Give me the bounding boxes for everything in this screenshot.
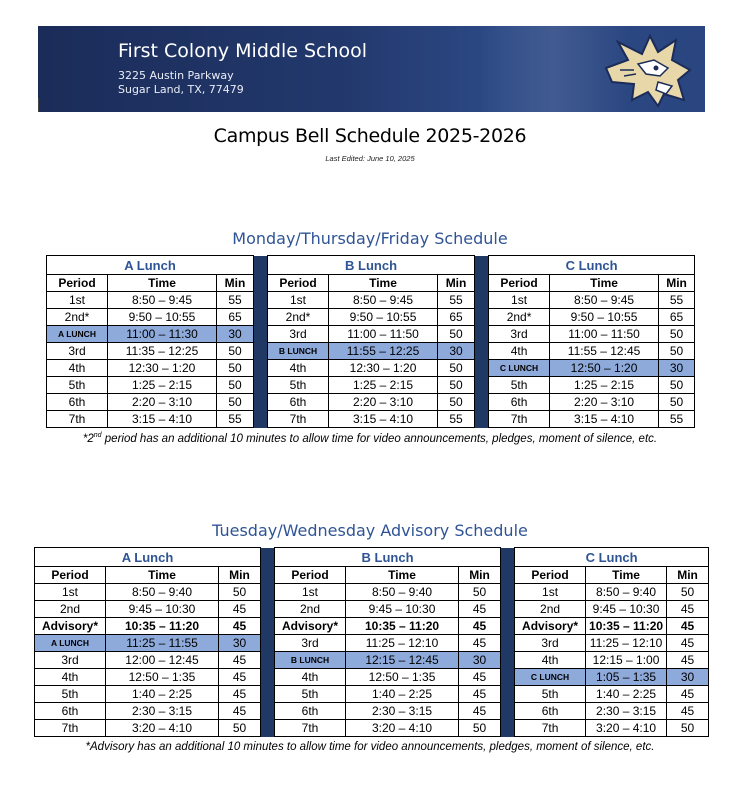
col-header-period: Period (515, 567, 586, 584)
table-row (47, 292, 695, 309)
cell-period: 4th (47, 360, 108, 377)
cell-min: 45 (667, 652, 709, 669)
table-row (35, 720, 709, 737)
lunch-group-title: C Lunch (515, 548, 709, 567)
cell-time: 8:50 – 9:45 (108, 292, 217, 309)
table-row (35, 584, 709, 601)
cell-min: 45 (459, 703, 501, 720)
cell-period: 5th (515, 686, 586, 703)
lunch-group-title: C Lunch (489, 256, 695, 275)
cell-min: 45 (219, 703, 261, 720)
last-edited-note: Last Edited: June 10, 2025 (325, 154, 415, 163)
cell-min: 45 (219, 601, 261, 618)
cell-period: 2nd (515, 601, 586, 618)
cell-time: 11:55 – 12:45 (550, 343, 659, 360)
cell-min: 55 (217, 292, 254, 309)
mtf-footnote-prefix: *2 (82, 432, 94, 445)
cell-min: 30 (219, 635, 261, 652)
cell-time: 11:55 – 12:25 (329, 343, 438, 360)
cell-time: 11:00 – 11:50 (550, 326, 659, 343)
cell-time: 1:40 – 2:25 (106, 686, 219, 703)
cell-time: 11:35 – 12:25 (108, 343, 217, 360)
mtf-schedule-table (46, 255, 695, 428)
bobcat-logo-icon (598, 30, 698, 108)
cell-time: 2:30 – 3:15 (346, 703, 459, 720)
table-row (47, 360, 695, 377)
group-separator (475, 256, 489, 428)
cell-min: 45 (219, 618, 261, 635)
cell-time: 8:50 – 9:45 (329, 292, 438, 309)
cell-min: 50 (459, 584, 501, 601)
cell-period: Advisory* (35, 618, 106, 635)
group-separator (261, 548, 275, 737)
cell-period: 6th (489, 394, 550, 411)
cell-min: 45 (219, 652, 261, 669)
cell-time: 11:25 – 12:10 (586, 635, 667, 652)
cell-period: 7th (35, 720, 106, 737)
cell-period: 3rd (489, 326, 550, 343)
cell-time: 3:15 – 4:10 (550, 411, 659, 428)
cell-period: 6th (275, 703, 346, 720)
cell-min: 50 (438, 394, 475, 411)
cell-min: 50 (217, 377, 254, 394)
cell-time: 2:20 – 3:10 (550, 394, 659, 411)
col-header-time: Time (346, 567, 459, 584)
cell-time: 1:25 – 2:15 (329, 377, 438, 394)
address-line-1: 3225 Austin Parkway (118, 69, 234, 82)
cell-period: 1st (275, 584, 346, 601)
cell-period: 7th (515, 720, 586, 737)
cell-min: 45 (219, 686, 261, 703)
cell-time: 3:15 – 4:10 (329, 411, 438, 428)
cell-min: 45 (667, 686, 709, 703)
cell-time: 10:35 – 11:20 (106, 618, 219, 635)
cell-min: 65 (659, 309, 695, 326)
cell-min: 65 (438, 309, 475, 326)
cell-min: 55 (217, 411, 254, 428)
cell-period: 6th (268, 394, 329, 411)
col-header-time: Time (550, 275, 659, 292)
cell-period: 5th (275, 686, 346, 703)
cell-time: 10:35 – 11:20 (346, 618, 459, 635)
cell-min: 45 (667, 601, 709, 618)
table-row (47, 394, 695, 411)
cell-time: 3:20 – 4:10 (106, 720, 219, 737)
advisory-footnote-prefix: *Advisory has an additional 10 minutes to allow time for video announcements, pledges, moment of silence, etc. (85, 741, 655, 753)
cell-period: 1st (35, 584, 106, 601)
cell-time: 9:45 – 10:30 (346, 601, 459, 618)
advisory-schedule-table (34, 547, 709, 737)
cell-min: 50 (659, 377, 695, 394)
cell-time: 11:00 – 11:50 (329, 326, 438, 343)
cell-period: 7th (489, 411, 550, 428)
cell-period: 2nd (35, 601, 106, 618)
cell-time: 2:20 – 3:10 (329, 394, 438, 411)
col-header-time: Time (329, 275, 438, 292)
mtf-footnote-sup: nd (93, 432, 102, 439)
cell-time: 11:00 – 11:30 (108, 326, 217, 343)
cell-time: 10:35 – 11:20 (586, 618, 667, 635)
cell-time: 12:15 – 12:45 (346, 652, 459, 669)
cell-time: 1:40 – 2:25 (586, 686, 667, 703)
col-header-period: Period (47, 275, 108, 292)
table-row (47, 377, 695, 394)
cell-period: Advisory* (515, 618, 586, 635)
group-separator (501, 548, 515, 737)
table-row (35, 686, 709, 703)
cell-min: 45 (667, 618, 709, 635)
table-row (47, 411, 695, 428)
cell-min: 55 (438, 411, 475, 428)
cell-period: 3rd (275, 635, 346, 652)
cell-period: 2nd* (268, 309, 329, 326)
address-line-2: Sugar Land, TX, 77479 (118, 83, 244, 96)
group-header-row (47, 256, 695, 275)
cell-min: 50 (438, 360, 475, 377)
table-row (47, 326, 695, 343)
cell-period: 1st (515, 584, 586, 601)
lunch-group-title: A Lunch (35, 548, 261, 567)
cell-period: 6th (47, 394, 108, 411)
cell-time: 12:50 – 1:35 (106, 669, 219, 686)
col-header-min: Min (217, 275, 254, 292)
cell-min: 30 (459, 652, 501, 669)
cell-period: 2nd (275, 601, 346, 618)
mtf-footnote-suffix: period has an additional 10 minutes to allow time for video announcements, pledges, moment of silence, etc. (101, 432, 658, 445)
cell-time: 9:45 – 10:30 (106, 601, 219, 618)
cell-min: 45 (459, 669, 501, 686)
cell-min: 65 (217, 309, 254, 326)
cell-period: 3rd (515, 635, 586, 652)
table-row (35, 703, 709, 720)
cell-period: 4th (35, 669, 106, 686)
cell-period: 5th (489, 377, 550, 394)
page-title: Campus Bell Schedule 2025-2026 (213, 125, 527, 147)
cell-time: 12:30 – 1:20 (108, 360, 217, 377)
cell-time: 2:30 – 3:15 (586, 703, 667, 720)
col-header-time: Time (108, 275, 217, 292)
cell-min: 50 (659, 343, 695, 360)
table-row (35, 635, 709, 652)
table-row (35, 669, 709, 686)
cell-time: 3:15 – 4:10 (108, 411, 217, 428)
cell-min: 55 (659, 292, 695, 309)
advisory-schedule-title: Tuesday/Wednesday Advisory Schedule (212, 521, 528, 540)
cell-period: C LUNCH (489, 360, 550, 377)
column-header-row (47, 275, 695, 292)
cell-time: 8:50 – 9:40 (106, 584, 219, 601)
cell-period: 3rd (47, 343, 108, 360)
cell-period: 5th (35, 686, 106, 703)
cell-period: 5th (47, 377, 108, 394)
cell-period: 1st (489, 292, 550, 309)
cell-time: 2:20 – 3:10 (108, 394, 217, 411)
lunch-group-title: B Lunch (275, 548, 501, 567)
cell-time: 12:30 – 1:20 (329, 360, 438, 377)
cell-period: C LUNCH (515, 669, 586, 686)
table-row (35, 652, 709, 669)
cell-min: 30 (217, 326, 254, 343)
cell-period: 7th (47, 411, 108, 428)
group-separator (254, 256, 268, 428)
cell-min: 45 (667, 635, 709, 652)
cell-period: 2nd* (47, 309, 108, 326)
cell-time: 9:45 – 10:30 (586, 601, 667, 618)
cell-period: 2nd* (489, 309, 550, 326)
lunch-group-title: B Lunch (268, 256, 475, 275)
cell-min: 50 (438, 377, 475, 394)
cell-period: 5th (268, 377, 329, 394)
school-banner (38, 26, 705, 112)
cell-min: 45 (219, 669, 261, 686)
cell-period: 4th (489, 343, 550, 360)
cell-min: 50 (438, 326, 475, 343)
col-header-period: Period (268, 275, 329, 292)
col-header-period: Period (489, 275, 550, 292)
cell-min: 50 (219, 584, 261, 601)
cell-min: 45 (459, 686, 501, 703)
column-header-row (35, 567, 709, 584)
cell-time: 1:25 – 2:15 (108, 377, 217, 394)
cell-time: 2:30 – 3:15 (106, 703, 219, 720)
cell-time: 1:25 – 2:15 (550, 377, 659, 394)
cell-min: 55 (438, 292, 475, 309)
cell-min: 55 (659, 411, 695, 428)
cell-period: 4th (275, 669, 346, 686)
cell-period: 6th (35, 703, 106, 720)
table-row (47, 309, 695, 326)
table-row (47, 343, 695, 360)
cell-min: 50 (459, 720, 501, 737)
lunch-group-title: A Lunch (47, 256, 254, 275)
cell-time: 8:50 – 9:45 (550, 292, 659, 309)
mtf-schedule-title: Monday/Thursday/Friday Schedule (232, 229, 508, 248)
cell-period: 3rd (35, 652, 106, 669)
cell-min: 45 (459, 635, 501, 652)
cell-time: 3:20 – 4:10 (586, 720, 667, 737)
cell-period: A LUNCH (47, 326, 108, 343)
advisory-footnote (0, 741, 740, 753)
cell-min: 45 (459, 618, 501, 635)
col-header-min: Min (219, 567, 261, 584)
cell-time: 1:40 – 2:25 (346, 686, 459, 703)
cell-period: B LUNCH (268, 343, 329, 360)
cell-min: 50 (217, 360, 254, 377)
cell-time: 9:50 – 10:55 (550, 309, 659, 326)
cell-time: 8:50 – 9:40 (346, 584, 459, 601)
cell-time: 12:00 – 12:45 (106, 652, 219, 669)
school-name: First Colony Middle School (118, 40, 368, 62)
cell-min: 30 (438, 343, 475, 360)
col-header-min: Min (667, 567, 709, 584)
col-header-time: Time (106, 567, 219, 584)
cell-min: 50 (659, 326, 695, 343)
cell-time: 8:50 – 9:40 (586, 584, 667, 601)
cell-period: 1st (268, 292, 329, 309)
cell-min: 45 (459, 601, 501, 618)
col-header-period: Period (35, 567, 106, 584)
table-row (35, 601, 709, 618)
cell-period: 1st (47, 292, 108, 309)
cell-time: 11:25 – 11:55 (106, 635, 219, 652)
cell-min: 50 (659, 394, 695, 411)
cell-period: 4th (268, 360, 329, 377)
col-header-period: Period (275, 567, 346, 584)
cell-time: 11:25 – 12:10 (346, 635, 459, 652)
cell-period: 3rd (268, 326, 329, 343)
col-header-time: Time (586, 567, 667, 584)
cell-period: 7th (268, 411, 329, 428)
group-header-row (35, 548, 709, 567)
cell-time: 9:50 – 10:55 (329, 309, 438, 326)
cell-period: B LUNCH (275, 652, 346, 669)
cell-time: 12:15 – 1:00 (586, 652, 667, 669)
cell-min: 30 (667, 669, 709, 686)
cell-min: 50 (217, 343, 254, 360)
cell-min: 50 (667, 720, 709, 737)
cell-period: Advisory* (275, 618, 346, 635)
mtf-footnote (0, 432, 740, 445)
cell-time: 1:05 – 1:35 (586, 669, 667, 686)
cell-min: 50 (219, 720, 261, 737)
cell-time: 3:20 – 4:10 (346, 720, 459, 737)
cell-time: 12:50 – 1:35 (346, 669, 459, 686)
cell-min: 50 (667, 584, 709, 601)
cell-time: 9:50 – 10:55 (108, 309, 217, 326)
cell-min: 30 (659, 360, 695, 377)
cell-min: 45 (667, 703, 709, 720)
cell-min: 50 (217, 394, 254, 411)
cell-period: 7th (275, 720, 346, 737)
col-header-min: Min (438, 275, 475, 292)
cell-time: 12:50 – 1:20 (550, 360, 659, 377)
cell-period: A LUNCH (35, 635, 106, 652)
col-header-min: Min (459, 567, 501, 584)
col-header-min: Min (659, 275, 695, 292)
banner-edge-line (38, 98, 39, 112)
table-row (35, 618, 709, 635)
cell-period: 6th (515, 703, 586, 720)
cell-period: 4th (515, 652, 586, 669)
